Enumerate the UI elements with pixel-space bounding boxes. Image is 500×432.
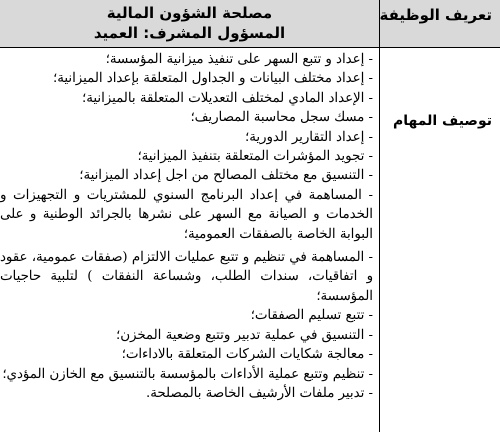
task-item: - الإعداد المادي لمختلف التعديلات المتعلقة بالميزانية؛ [82,90,373,106]
task-item: - المساهمة في تنظيم و تتبع عمليات الالتزام (صفقات عمومية، عقود و اتفاقيات، سندات الطلب، وشساعة النفقات ) لتلبية حاجيات المؤسسة؛ [0,250,373,304]
row-label-cell [380,48,500,432]
task-item: - إعداد التقارير الدورية؛ [244,129,373,145]
task-item: - مسك سجل محاسبة المصاريف؛ [190,110,373,126]
function-header-cell [379,0,500,48]
task-item: - تجويد المؤشرات المتعلقة بتنفيذ الميزانية؛ [137,149,373,165]
task-item: - تدبير ملفات الأرشيف الخاصة بالمصلحة. [146,385,373,401]
task-item: - تنظيم وتتبع عملية الأداءات بالمؤسسة بالتنسيق مع الخازن المؤدي؛ [2,366,373,382]
task-item: - التنسيق مع مختلف المصالح من اجل إعداد الميزانية؛ [79,168,373,184]
task-item: - إعداد و تتبع السهر على تنفيذ ميزانية المؤسسة؛ [105,52,373,67]
task-item: - التنسيق في عملية تدبير وتتبع وضعية المخزن؛ [116,327,373,343]
department-header-cell [0,0,379,48]
supervisor-title: المسؤول المشرف: العميد [93,24,286,42]
task-item: - معالجة شكايات الشركات المتعلقة بالاداءات؛ [121,347,373,363]
task-item: - إعداد مختلف البيانات و الجداول المتعلقة بإعداد الميزانية؛ [53,71,373,87]
tasks-row-label: توصيف المهام [392,113,492,129]
department-title: مصلحة الشؤون المالية [106,4,273,22]
function-header-label: تعريف الوظيفة [379,6,492,24]
task-item: - المساهمة في إعداد البرنامج السنوي للمشتريات و التجهيزات و الخدمات و الصيانة مع السهر على نشرها بالجرائد الوطنية و على البوابة الخاصة بالصفقات العمومية؛ [0,187,373,242]
tasks-list [0,50,379,403]
task-item: - تتبع تسليم الصفقات؛ [250,308,373,324]
